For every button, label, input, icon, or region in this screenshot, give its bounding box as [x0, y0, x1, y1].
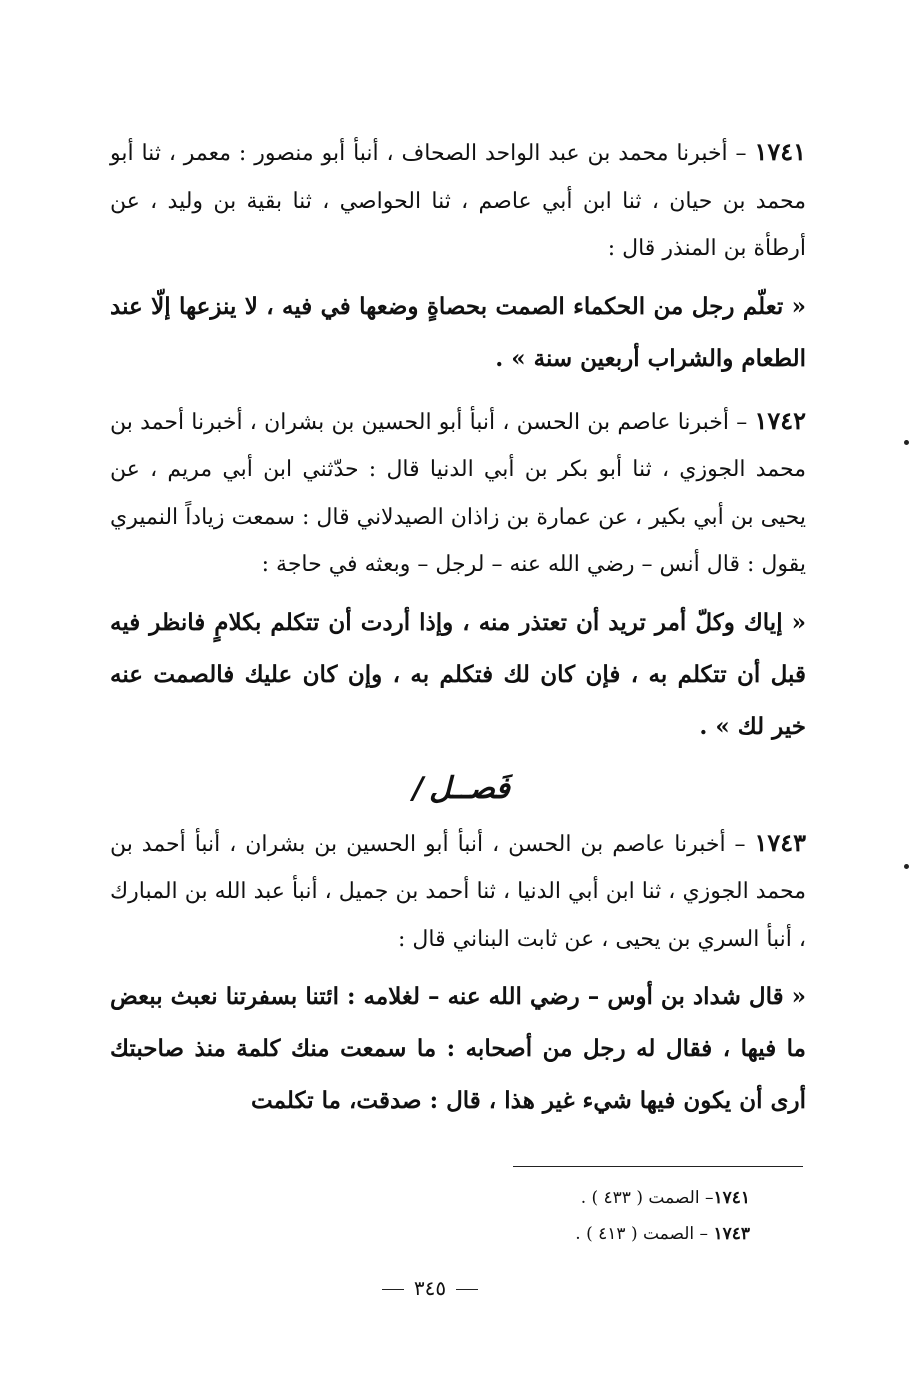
slash-ornament: /	[412, 770, 424, 806]
footnote-number: ١٧٤٣	[713, 1224, 750, 1244]
page-number-dash	[382, 1289, 404, 1290]
hadith-1742-quote: « إياك وكلّ أمر تريد أن تعتذر منه ، وإذا أردت أن تتكلم بكلامٍ فانظر فيه قبل أن تتكلم به ، فإن كان لك فتكلم به ، وإن كان عليك فالصمت عنه خير لك » .	[110, 608, 806, 740]
footnote-item	[420, 1180, 750, 1216]
footnote-divider	[513, 1166, 803, 1167]
section-heading	[110, 765, 806, 813]
footnote-text: – الصمت ( ٤٣٣ ) .	[580, 1188, 714, 1208]
page-body	[110, 128, 806, 1139]
hadith-number: ١٧٤١	[754, 137, 806, 166]
page-number-dash	[456, 1289, 478, 1290]
page-number-text: ٣٤٥	[413, 1276, 447, 1300]
hadith-number: ١٧٤٢	[754, 405, 806, 435]
margin-speck	[904, 864, 909, 869]
hadith-number: ١٧٤٣	[754, 827, 806, 857]
margin-speck	[904, 440, 909, 445]
hadith-1743-quote: « قال شداد بن أوس – رضي الله عنه – لغلامه : ائتنا بسفرتنا نعبث ببعض ما فيها ، فقال له رجل من أصحابه : ما سمعت منك كلمة منذ صاحبتك أرى أن يكون فيها شيء غير هذا ، قال : صدقت، ما تكلمت	[110, 983, 806, 1114]
footnote-text: – الصمت ( ٤١٣ ) .	[575, 1224, 714, 1244]
hadith-1743-chain	[110, 819, 806, 964]
footnote-item	[420, 1216, 750, 1252]
page-number	[360, 1276, 500, 1300]
hadith-chain-text: – أخبرنا محمد بن عبد الواحد الصحاف ، أنبأ أبو منصور : معمر ، ثنا أبو محمد بن حيان ، ثنا ابن أبي عاصم ، ثنا الحواصي ، ثنا بقية بن وليد ، عن أرطأة بن المنذر قال :	[110, 141, 806, 261]
hadith-chain-text: – أخبرنا عاصم بن الحسن ، أنبأ أبو الحسين بن بشران ، أخبرنا أحمد بن محمد الجوزي ، ثنا أبو بكر بن أبي الدنيا قال : حدّثني ابن أبي مريم ، عن يحيى بن أبي بكير ، عن عمارة بن زاذان الصيدلاني قال : سمعت زياداً النميري يقول : قال أنس – رضي الله عنه – لرجل – وبعثه في حاجة :	[110, 409, 806, 577]
hadith-1741-chain	[110, 128, 806, 273]
hadith-1742-chain	[110, 397, 806, 589]
footnotes	[420, 1180, 750, 1252]
hadith-1741-quote: « تعلّم رجل من الحكماء الصمت بحصاةٍ وضعها في فيه ، لا ينزعها إلّا عند الطعام والشراب أربعين سنة » .	[110, 292, 806, 372]
hadith-chain-text: – أخبرنا عاصم بن الحسن ، أنبأ أبو الحسين بن بشران ، أنبأ أحمد بن محمد الجوزي ، ثنا ابن أبي الدنيا ، ثنا أحمد بن جميل ، أنبأ عبد الله بن المبارك ، أنبأ السري بن يحيى ، عن ثابت البناني قال :	[110, 831, 806, 952]
footnote-number: ١٧٤١	[713, 1188, 750, 1208]
section-title-text: فَصــل	[429, 770, 510, 806]
